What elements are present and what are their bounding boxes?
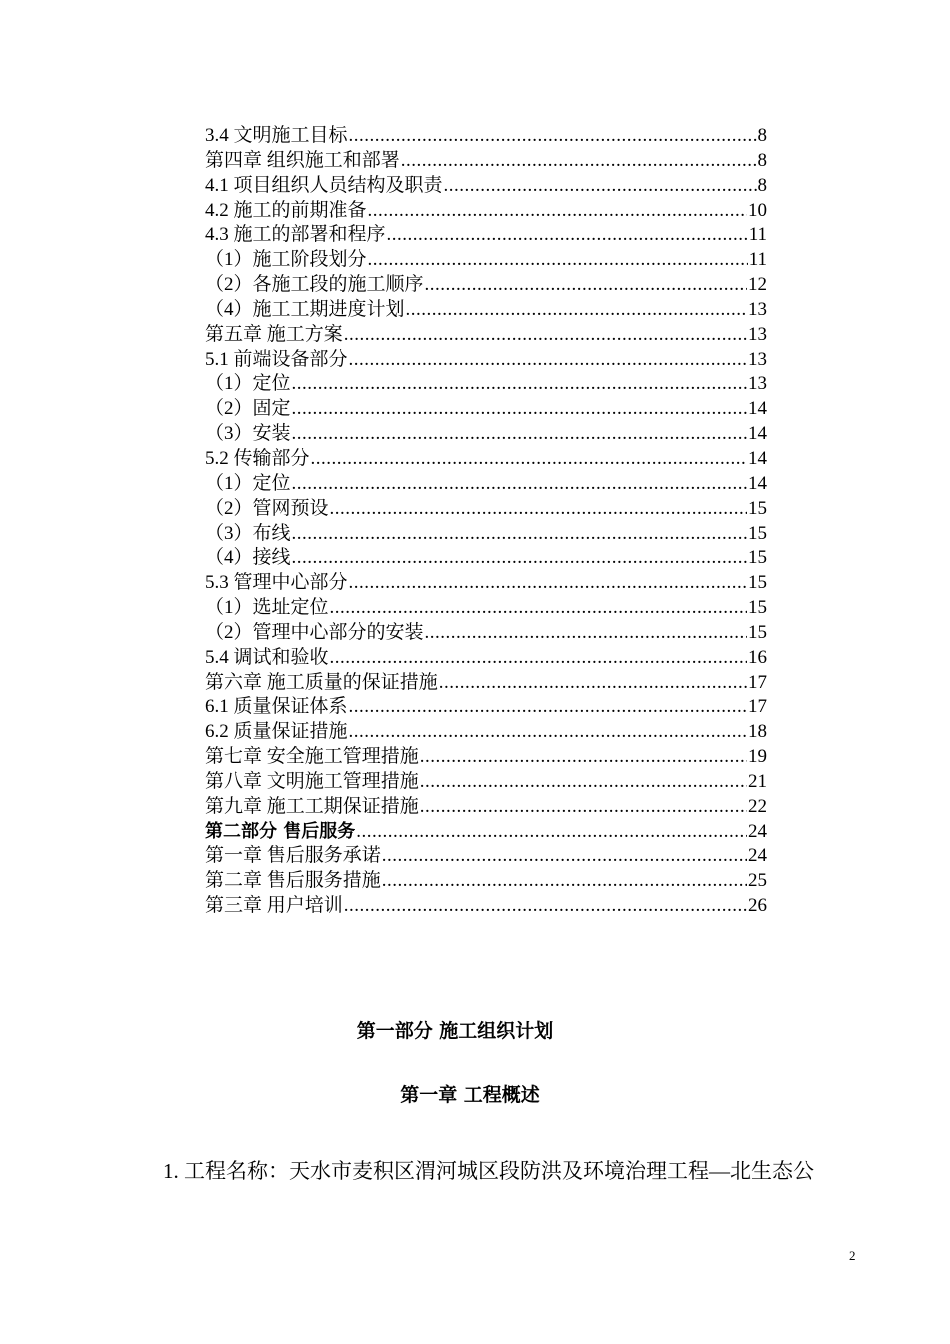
toc-entry-page: 24 xyxy=(748,820,767,842)
toc-entry-page: 17 xyxy=(748,671,767,693)
toc-entry-page: 15 xyxy=(748,597,767,619)
toc-entry[interactable] xyxy=(205,149,767,174)
toc-entry-page: 17 xyxy=(748,696,767,718)
toc-entry[interactable] xyxy=(205,348,767,373)
toc-dot-leader xyxy=(292,472,747,497)
toc-entry-page: 10 xyxy=(748,199,767,221)
toc-entry-page: 15 xyxy=(748,497,767,519)
toc-entry[interactable] xyxy=(205,323,767,348)
toc-entry-title: （3）安装 xyxy=(205,423,291,445)
toc-entry-page: 18 xyxy=(748,721,767,743)
toc-entry[interactable] xyxy=(205,795,767,820)
toc-entry-title: 第四章 组织施工和部署 xyxy=(205,149,400,171)
toc-dot-leader xyxy=(349,571,747,596)
toc-entry-title: 3.4 文明施工目标 xyxy=(205,125,348,146)
toc-entry-page: 14 xyxy=(748,398,767,420)
toc-entry-title: （2）固定 xyxy=(205,398,291,420)
project-name-paragraph: 1. 工程名称：天水市麦积区渭河城区段防洪及环境治理工程—北生态公 xyxy=(163,1159,814,1183)
toc-entry-page: 26 xyxy=(748,895,767,917)
toc-entry-page: 22 xyxy=(748,795,767,817)
toc-entry[interactable] xyxy=(205,621,767,646)
toc-entry-page: 11 xyxy=(748,224,767,246)
toc-entry[interactable] xyxy=(205,497,767,522)
toc-dot-leader xyxy=(425,621,747,646)
toc-dot-leader xyxy=(349,348,747,373)
toc-entry[interactable] xyxy=(205,571,767,596)
toc-entry-page: 13 xyxy=(748,298,767,320)
toc-entry-page: 13 xyxy=(748,323,767,345)
toc-entry[interactable] xyxy=(205,844,767,869)
toc-entry[interactable] xyxy=(205,273,767,298)
toc-entry-title: （1）选址定位 xyxy=(205,597,329,619)
toc-dot-leader xyxy=(330,497,747,522)
toc-entry-title: 4.1 项目组织人员结构及职责 xyxy=(205,174,443,196)
toc-entry-title: （1）定位 xyxy=(205,472,291,494)
table-of-contents xyxy=(205,124,767,919)
toc-entry-page: 19 xyxy=(748,746,767,768)
toc-entry-title: 5.1 前端设备部分 xyxy=(205,348,348,370)
toc-entry-title: 第一章 售后服务承诺 xyxy=(205,845,381,867)
toc-dot-leader xyxy=(292,522,747,547)
toc-entry-title: 第八章 文明施工管理措施 xyxy=(205,770,419,792)
toc-entry-page: 16 xyxy=(748,646,767,668)
toc-entry[interactable] xyxy=(205,447,767,472)
toc-entry[interactable] xyxy=(205,199,767,224)
toc-entry-page: 13 xyxy=(748,373,767,395)
toc-dot-leader xyxy=(349,124,757,149)
toc-entry-title: （2）各施工段的施工顺序 xyxy=(205,274,424,296)
toc-dot-leader xyxy=(356,820,747,845)
toc-entry-title: 5.4 调试和验收 xyxy=(205,646,329,668)
toc-dot-leader xyxy=(330,646,747,671)
toc-entry-title: 第二部分 售后服务 xyxy=(205,820,356,842)
toc-entry-page: 15 xyxy=(748,547,767,569)
toc-dot-leader xyxy=(420,745,747,770)
toc-entry-page: 11 xyxy=(748,249,767,271)
toc-entry[interactable] xyxy=(205,124,767,149)
toc-entry[interactable] xyxy=(205,770,767,795)
toc-entry-title: 第三章 用户培训 xyxy=(205,895,343,917)
toc-dot-leader xyxy=(349,720,747,745)
toc-entry[interactable] xyxy=(205,298,767,323)
toc-entry-title: 第六章 施工质量的保证措施 xyxy=(205,671,438,693)
toc-entry[interactable] xyxy=(205,223,767,248)
toc-entry-title: （1）施工阶段划分 xyxy=(205,249,367,271)
toc-entry[interactable] xyxy=(205,397,767,422)
toc-dot-leader xyxy=(292,397,747,422)
toc-entry-title: 6.1 质量保证体系 xyxy=(205,696,348,718)
toc-entry[interactable] xyxy=(205,820,767,845)
toc-entry-title: 4.2 施工的前期准备 xyxy=(205,199,367,221)
toc-entry-title: 6.2 质量保证措施 xyxy=(205,721,348,743)
toc-entry-title: 5.2 传输部分 xyxy=(205,447,310,469)
toc-dot-leader xyxy=(368,199,747,224)
toc-entry-title: （1）定位 xyxy=(205,373,291,395)
toc-entry-page: 8 xyxy=(757,125,767,146)
toc-dot-leader xyxy=(406,298,747,323)
part-heading: 第一部分 施工组织计划 xyxy=(356,1020,554,1042)
toc-entry[interactable] xyxy=(205,472,767,497)
toc-entry[interactable] xyxy=(205,248,767,273)
toc-dot-leader xyxy=(368,248,748,273)
toc-dot-leader xyxy=(292,372,747,397)
toc-entry[interactable] xyxy=(205,894,767,919)
toc-dot-leader xyxy=(387,223,748,248)
toc-entry-title: （4）施工工期进度计划 xyxy=(205,298,405,320)
toc-entry[interactable] xyxy=(205,869,767,894)
toc-dot-leader xyxy=(382,844,747,869)
toc-dot-leader xyxy=(311,447,747,472)
toc-entry-title: 4.3 施工的部署和程序 xyxy=(205,224,386,246)
toc-dot-leader xyxy=(444,174,757,199)
toc-dot-leader xyxy=(439,671,747,696)
toc-dot-leader xyxy=(420,770,747,795)
toc-dot-leader xyxy=(330,596,747,621)
toc-entry-page: 15 xyxy=(748,621,767,643)
toc-entry[interactable] xyxy=(205,720,767,745)
toc-dot-leader xyxy=(344,323,747,348)
toc-dot-leader xyxy=(292,546,747,571)
toc-entry-title: 第七章 安全施工管理措施 xyxy=(205,746,419,768)
toc-entry[interactable] xyxy=(205,422,767,447)
toc-entry-page: 15 xyxy=(748,522,767,544)
toc-entry[interactable] xyxy=(205,546,767,571)
toc-dot-leader xyxy=(425,273,747,298)
toc-entry-title: （2）管理中心部分的安装 xyxy=(205,621,424,643)
toc-entry-page: 14 xyxy=(748,472,767,494)
toc-entry-page: 12 xyxy=(748,274,767,296)
toc-entry-title: 第二章 售后服务措施 xyxy=(205,870,381,892)
toc-entry-title: 第九章 施工工期保证措施 xyxy=(205,795,419,817)
toc-entry[interactable] xyxy=(205,596,767,621)
toc-entry-title: （2）管网预设 xyxy=(205,497,329,519)
toc-entry[interactable] xyxy=(205,745,767,770)
toc-entry-page: 15 xyxy=(748,572,767,594)
toc-entry-page: 14 xyxy=(748,447,767,469)
toc-entry[interactable] xyxy=(205,671,767,696)
toc-entry-page: 13 xyxy=(748,348,767,370)
toc-dot-leader xyxy=(349,695,747,720)
page-number: 2 xyxy=(849,1248,856,1263)
toc-dot-leader xyxy=(344,894,747,919)
toc-dot-leader xyxy=(292,422,747,447)
toc-entry-title: 第五章 施工方案 xyxy=(205,323,343,345)
toc-entry[interactable] xyxy=(205,174,767,199)
toc-entry[interactable] xyxy=(205,695,767,720)
toc-entry-title: 5.3 管理中心部分 xyxy=(205,572,348,594)
toc-entry-page: 21 xyxy=(748,770,767,792)
toc-entry[interactable] xyxy=(205,522,767,547)
toc-dot-leader xyxy=(382,869,747,894)
chapter-heading: 第一章 工程概述 xyxy=(400,1084,540,1106)
toc-entry[interactable] xyxy=(205,646,767,671)
toc-entry-page: 8 xyxy=(757,149,767,171)
toc-entry-title: （4）接线 xyxy=(205,547,291,569)
toc-dot-leader xyxy=(420,795,747,820)
toc-entry-page: 8 xyxy=(757,174,767,196)
toc-dot-leader xyxy=(401,149,757,174)
toc-entry-title: （3）布线 xyxy=(205,522,291,544)
toc-entry-page: 25 xyxy=(748,870,767,892)
toc-entry-page: 24 xyxy=(748,845,767,867)
toc-entry-page: 14 xyxy=(748,423,767,445)
toc-entry[interactable] xyxy=(205,372,767,397)
